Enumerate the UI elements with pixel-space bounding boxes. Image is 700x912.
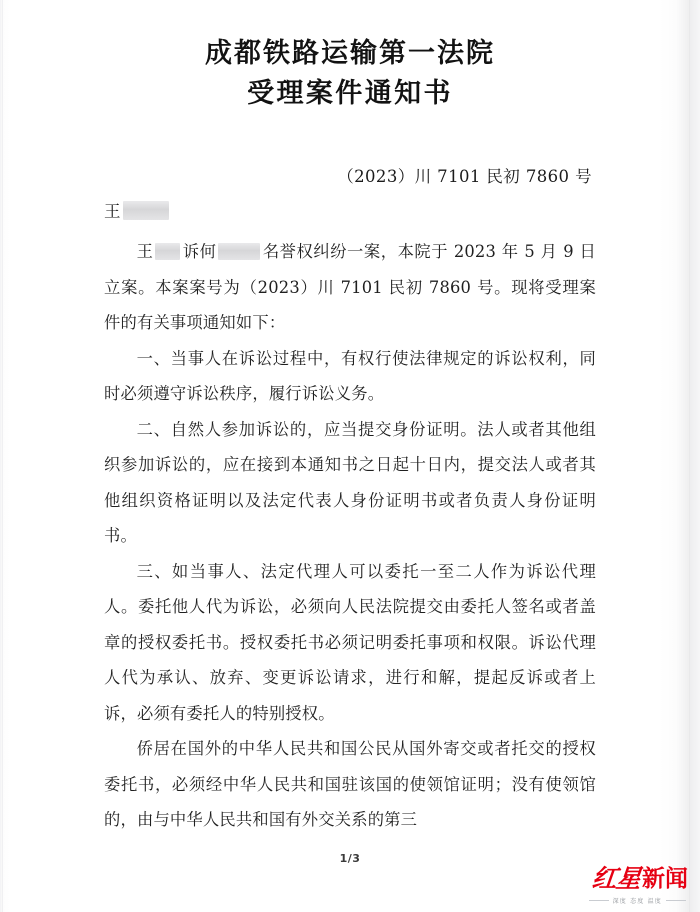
intro-seg-3: 名誉权纠纷一案，本院于 2023 年 5 月 9 日立案。本案案号为（2023）川 7101 民初 7860 号。现将受理案件的有关事项通知如下： <box>104 242 597 332</box>
tagline-rule-right <box>666 900 686 901</box>
logo-wordmark <box>570 862 692 892</box>
intro-seg-1: 王 <box>136 242 154 261</box>
court-name-title: 成都铁路运输第一法院 <box>205 38 495 69</box>
paragraph-item-2: 二、自然人参加诉讼的，应当提交身份证明。法人或者其他组织参加诉讼的，应在接到本通知书之日起十日内，提交法人或者其他组织资格证明以及法定代表人身份证明书或者负责人身份证明书。 <box>104 419 596 545</box>
page-number: 1/3 <box>339 852 361 865</box>
addressee-surname: 王 <box>104 202 121 221</box>
case-number: （2023）川 7101 民初 7860 号 <box>337 167 592 186</box>
paragraph-item-1: 一、当事人在诉讼过程中，有权行使法律规定的诉讼权利，同时必须遵守诉讼秩序，履行诉讼义务。 <box>104 348 596 403</box>
redaction-block-addressee <box>123 201 169 220</box>
logo-block-text: 新闻 <box>642 866 688 892</box>
page-left-edge-line <box>2 0 3 912</box>
document-body <box>104 234 596 838</box>
redaction-block-defendant <box>218 243 260 260</box>
intro-seg-2: 诉何 <box>182 242 217 261</box>
document-type-title: 受理案件通知书 <box>247 78 453 109</box>
document-title-block <box>0 34 700 114</box>
paragraph-intro <box>104 234 596 341</box>
logo-script-text: 红星 <box>590 864 642 893</box>
paragraph-item-3: 三、如当事人、法定代理人可以委托一至二人作为诉讼代理人。委托他人代为诉讼，必须向人民法院提交由委托人签名或者盖章的授权委托书。授权委托书必须记明委托事项和权限。诉讼代理人代为承认、放弃、变更诉讼请求，进行和解，提起反诉或者上诉，必须有委托人的特别授权。 <box>104 561 596 723</box>
logo-tagline-text: 深度 态度 温度 <box>612 898 662 905</box>
addressee-line <box>104 198 169 222</box>
paragraph-item-4: 侨居在国外的中华人民共和国公民从国外寄交或者托交的授权委托书，必须经中华人民共和国驻该国的使领馆证明；没有使领馆的，由与中华人民共和国有外交关系的第三 <box>104 739 596 829</box>
tagline-rule-left <box>589 900 609 901</box>
redaction-block-plaintiff <box>155 243 180 260</box>
page-right-edge-line <box>689 0 690 912</box>
logo-tagline-row <box>570 896 692 905</box>
red-star-news-logo <box>570 862 692 908</box>
